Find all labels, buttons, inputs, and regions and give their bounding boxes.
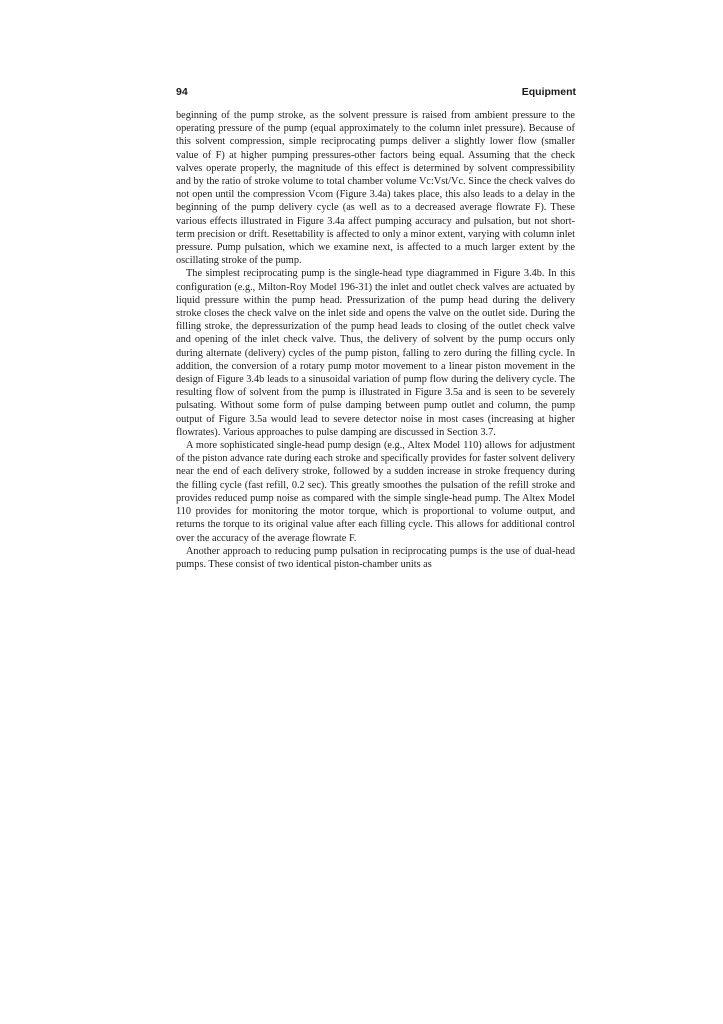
body-text <box>176 109 575 571</box>
paragraph-4: Another approach to reducing pump pulsation in reciprocating pumps is the use of dual-head pumps. These consist of two identical piston-chamber units as <box>176 545 575 570</box>
paragraph-1: beginning of the pump stroke, as the solvent pressure is raised from ambient pressure to the operating pressure of the pump (equal approximately to the column inlet pressure). Because of this solvent compression, simple reciprocating pumps deliver a slightly lower flow (smaller value of F) at higher pumping pressures-other factors being equal. Assuming that the check valves operate properly, the magnitude of this effect is determined by solvent compressibility and by the ratio of stroke volume to total chamber volume Vc:Vst/Vc. Since the check valves do not open until the compression Vcom (Figure 3.4a) takes place, this also leads to a delay in the beginning of the pump delivery cycle (as well as to a decreased average flowrate F). These various effects illustrated in Figure 3.4a affect pumping accuracy and pulsation, but not short-term precision or drift. Resettability is affected to only a minor extent, varying with column inlet pressure. Pump pulsation, which we examine next, is affected to a much larger extent by the oscillating stroke of the pump. <box>176 110 575 267</box>
page-number: 94 <box>176 86 188 98</box>
section-title: Equipment <box>521 86 576 98</box>
paragraph-2: The simplest reciprocating pump is the single-head type diagrammed in Figure 3.4b. In this configuration (e.g., Milton-Roy Model 196-31) the inlet and outlet check valves are actuated by liquid pressure within the pump head. Pressurization of the pump head during the delivery stroke closes the check valve on the inlet side and opens the valve on the outlet side. During the filling stroke, the depressurization of the pump head leads to closing of the outlet check valve and opening of the inlet check valve. Thus, the delivery of solvent by the pump occurs only during alternate (delivery) cycles of the pump piston, falling to zero during the filling cycle. In addition, the conversion of a rotary pump motor movement to a linear piston movement in the design of Figure 3.4b leads to a sinusoidal variation of pump flow during the delivery cycle. The resulting flow of solvent from the pump is illustrated in Figure 3.5a and is seen to be severely pulsating. Without some form of pulse damping between pump outlet and column, the pump output of Figure 3.5a would lead to severe detector noise in most cases (increasing at higher flowrates). Various approaches to pulse damping are discussed in Section 3.7. <box>176 268 575 438</box>
paragraph-3: A more sophisticated single-head pump design (e.g., Altex Model 110) allows for adjustment of the piston advance rate during each stroke and specifically provides for faster solvent delivery near the end of each delivery stroke, followed by a sudden increase in stroke frequency during the filling cycle (fast refill, 0.2 sec). This greatly smoothes the pulsation of the refill stroke and provides reduced pump noise as compared with the simple single-head pump. The Altex Model 110 provides for monitoring the motor torque, which is proportional to volume output, and returns the torque to its original value after each filling cycle. This allows for additional control over the accuracy of the average flowrate F. <box>176 440 575 544</box>
running-header <box>176 86 576 102</box>
